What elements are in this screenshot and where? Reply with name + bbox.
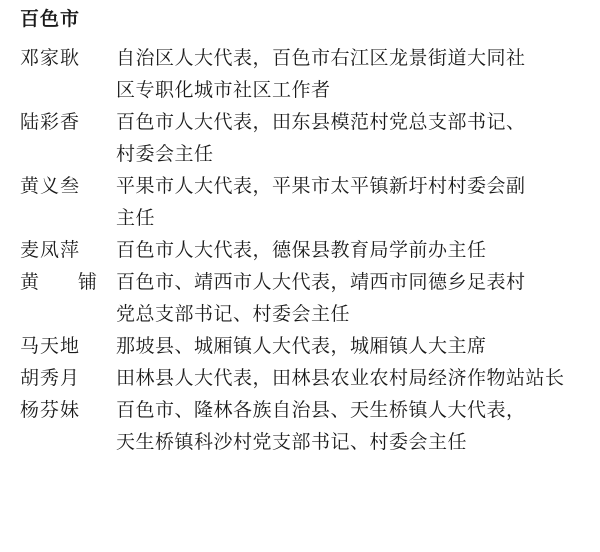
- person-name: 陆彩香: [20, 111, 81, 133]
- list-item: [20, 330, 595, 362]
- person-name: 胡秀月: [20, 367, 81, 389]
- description-line: 百色市人大代表，田东县模范村党总支部书记、: [116, 111, 526, 133]
- description-line: 区专职化城市社区工作者: [116, 79, 331, 101]
- person-description: [116, 394, 595, 458]
- list-item: [20, 394, 595, 458]
- section-heading: 百色市: [20, 8, 81, 30]
- person-description: [116, 234, 595, 266]
- description-line: 天生桥镇科沙村党支部书记、村委会主任: [116, 431, 468, 453]
- description-line: 那坡县、城厢镇人大代表，城厢镇人大主席: [116, 335, 487, 357]
- person-description: [116, 42, 595, 106]
- description-line: 平果市人大代表，平果市太平镇新圩村村委会副: [116, 175, 526, 197]
- person-name: [20, 266, 116, 298]
- list-item: [20, 362, 595, 394]
- person-name: 黄义叁: [20, 175, 81, 197]
- description-line: 自治区人大代表，百色市右江区龙景街道大同社: [116, 47, 526, 69]
- person-description: [116, 362, 595, 394]
- list-item: [20, 42, 595, 106]
- representative-list: [20, 42, 595, 458]
- description-line: 田林县人大代表，田林县农业农村局经济作物站站长: [116, 367, 565, 389]
- person-description: [116, 170, 595, 234]
- person-name: 邓家耿: [20, 47, 81, 69]
- person-name-char: 黄: [20, 271, 41, 293]
- description-line: 主任: [116, 207, 156, 229]
- person-name: 杨芬妹: [20, 399, 81, 421]
- person-description: [116, 330, 595, 362]
- description-line: 百色市、靖西市人大代表，靖西市同德乡足表村: [116, 271, 526, 293]
- person-name-char: 铺: [77, 271, 98, 293]
- description-line: 百色市、隆林各族自治县、天生桥镇人大代表，: [116, 399, 526, 421]
- person-name: 马天地: [20, 335, 81, 357]
- description-line: 百色市人大代表，德保县教育局学前办主任: [116, 239, 487, 261]
- list-item: [20, 106, 595, 170]
- person-name: 麦凤萍: [20, 239, 81, 261]
- description-line: 村委会主任: [116, 143, 214, 165]
- description-line: 党总支部书记、村委会主任: [116, 303, 351, 325]
- person-description: [116, 266, 595, 330]
- list-item: [20, 234, 595, 266]
- list-item: [20, 266, 595, 330]
- person-description: [116, 106, 595, 170]
- list-item: [20, 170, 595, 234]
